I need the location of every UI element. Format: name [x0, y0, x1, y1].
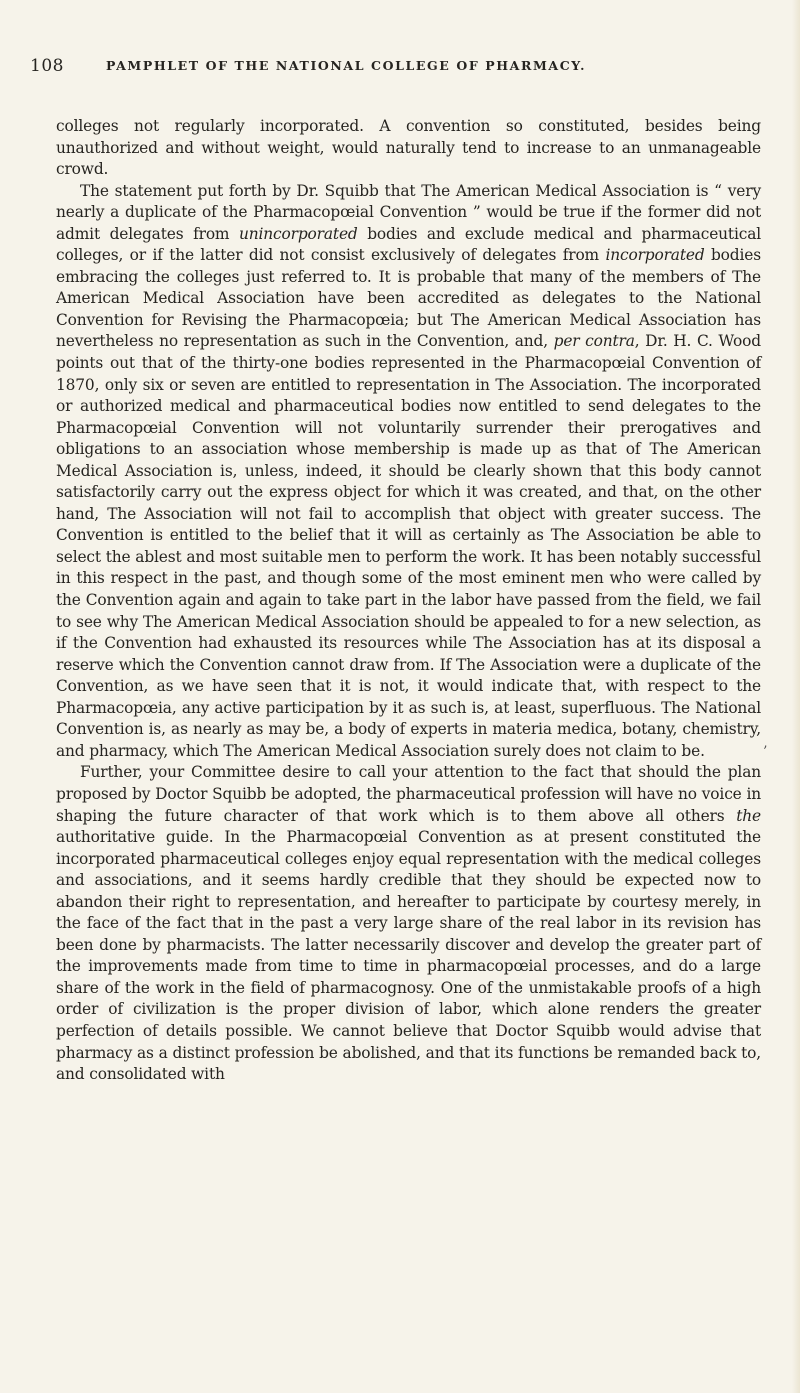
- italic-text: unincorporated: [239, 224, 358, 243]
- page-number: 108: [30, 56, 64, 76]
- paragraph-text: bodies embracing the colleges just referred to. It is probable that many of the members of The American Medical Association have been accredited as delegates to the National Convention for Revising the Pharmacopœia; but The American Medical Association has nevertheless no representation as such in the Convention, and,: [56, 246, 761, 351]
- paragraph-text: Further, your Committee desire to call your attention to the fact that should the plan proposed by Doctor Squibb be adopted, the pharmaceutical profession will have no voice in shaping the future character of that work which is to them above all others: [56, 763, 761, 825]
- margin-mark: ’: [763, 744, 768, 760]
- paragraph: [56, 116, 761, 181]
- paragraph: [56, 181, 761, 763]
- paragraph-text: authoritative guide. In the Pharmacopœial Convention as at present constituted the incorporated pharmaceutical colleges enjoy equal representation with the medical colleges and associations, and it seems hardly credible that they should be expected now to abandon their right to representation, and hereafter to participate by courtesy merely, in the face of the fact that in the past a very large share of the real labor in its revision has been done by pharmacists. The latter necessarily discover and develop the greater part of the improvements made from time to time in pharmacopœial processes, and do a large share of the work in the field of pharmacognosy. One of the unmistakable proofs of a high order of civilization is the proper division of labor, which alone renders the greater perfection of details possible. We cannot believe that Doctor Squibb would advise that pharmacy as a distinct profession be abolished, and that its functions be remanded back to, and consolidated with: [56, 828, 761, 1084]
- running-header: [30, 56, 761, 80]
- page-edge-shadow: [792, 0, 800, 1393]
- paragraph-text: bodies and exclude medical and pharmaceutical colleges, or if the latter did not consist exclusively of delegates from: [56, 224, 761, 265]
- paragraph-text: The statement put forth by Dr. Squibb that The American Medical Association is “ very nearly a duplicate of the Pharmacopœial Convention ” would be true if the former did not admit delegates from: [56, 181, 761, 243]
- paragraph-text: colleges not regularly incorporated. A convention so constituted, besides being unauthorized and without weight, would naturally tend to increase to an unmanageable crowd.: [56, 117, 761, 179]
- italic-text: the: [736, 806, 761, 825]
- body-text: [56, 116, 761, 1086]
- paragraph: [56, 762, 761, 1085]
- page-header-title: PAMPHLET OF THE NATIONAL COLLEGE OF PHARMACY.: [106, 58, 587, 73]
- italic-text: per contra: [553, 332, 635, 351]
- italic-text: incorporated: [605, 246, 705, 265]
- paragraph-text: , Dr. H. C. Wood points out that of the thirty-one bodies represented in the Pharmacopœial Convention of 1870, only six or seven are entitled to representation in The Association. The incorporated or authorized medical and pharmaceutical bodies now entitled to send delegates to the Pharmacopœial Convention will not voluntarily surrender their prerogatives and obligations to an association whose membership is made up as that of The American Medical Association is, unless, indeed, it should be clearly shown that this body cannot satisfactorily carry out the express object for which it was created, and that, on the other hand, The Association will not fail to accomplish that object with greater success. The Convention is entitled to the belief that it will as certainly as The Association be able to select the ablest and most suitable men to perform the work. It has been notably successful in this respect in the past, and though some of the most eminent men who were called by the Convention again and again to take part in the labor have passed from the field, we fail to see why The American Medical Association should be appealed to for a new selection, as if the Convention had exhausted its resources while The Association has at its disposal a reserve which the Convention cannot draw from. If The Association were a duplicate of the Convention, as we have seen that it is not, it would indicate that, with respect to the Pharmacopœia, any active participation by it as such is, at least, superfluous. The National Convention is, as nearly as may be, a body of experts in materia medica, botany, chemistry, and pharmacy, which The American Medical Association surely does not claim to be.: [56, 332, 761, 760]
